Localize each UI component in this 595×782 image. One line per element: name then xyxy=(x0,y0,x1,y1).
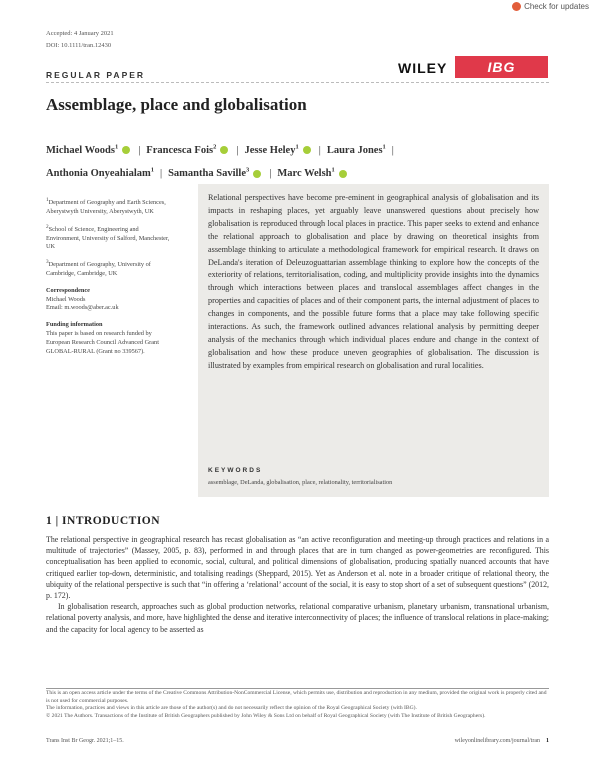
footnote-divider xyxy=(46,688,549,689)
author-name[interactable]: Anthonia Onyeahialam$^1$ xyxy=(46,166,154,179)
orcid-icon[interactable] xyxy=(253,170,261,178)
page-number: 1 xyxy=(546,738,549,744)
paragraph: In globalisation research, approaches such as global production networks, relational comparative urbanism, planetary urbanism, transnational urbanism, relational poverty analysis, and more, have highlighted the dense and iterative interconnectivity of places; the influence of translocal relations in place-making; and the capacity for local agency to be asserted as xyxy=(46,602,549,634)
doi-link[interactable]: DOI: 10.1111/tran.12430 xyxy=(46,42,112,49)
funding xyxy=(46,321,171,356)
paragraph: The relational perspective in geographical research has recast globalisation as “an active reconfiguration and meeting-up through practices and relations in a multitude of trajectories” (Massey, 2005, p. 83), performed in and through places that are in turn changed as power-geometries are reconfigured. This conceptualisation has been applied to economic, social, cultural, and political dimensions of globalisation, producing spatially nuanced accounts that have critiqued earlier top-down, deterministic, and totalising readings (Sheppard, 2015). Yet as Anderson et al. note in a broader critique of relational theory, the ubiquity of the relational perspective is such that “in offering a ‘relational’ account of the social, it is easy to stop short of a set of subsequent questions” (2012, p. 172). xyxy=(46,535,549,601)
section-heading: 1 | INTRODUCTION xyxy=(46,515,161,527)
update-icon xyxy=(512,2,521,11)
author-list xyxy=(46,137,546,184)
correspondence xyxy=(46,287,171,313)
footnotes xyxy=(46,690,549,720)
author-name[interactable]: Laura Jones$^1$ xyxy=(326,143,386,156)
ibg-logo: IBG xyxy=(455,56,548,78)
author-name[interactable]: Francesca Fois$^2$ xyxy=(146,143,217,156)
check-updates-label: Check for updates xyxy=(524,2,589,11)
author-line-1: Michael Woods$^1$ | Francesca Fois$^2$ | Jesse Heley$^1$ | Laura Jones$^1$ | xyxy=(46,143,394,156)
page-footer xyxy=(46,738,549,744)
article-title: Assemblage, place and globalisation xyxy=(46,95,307,114)
author-line-2: Anthonia Onyeahialam$^1$ | Samantha Saville$^3$ | Marc Welsh$^1$ xyxy=(46,161,546,185)
correspondence-name: Michael Woods xyxy=(46,295,86,303)
journal-url[interactable]: wileyonlinelibrary.com/journal/tran xyxy=(454,738,540,744)
paper-type: REGULAR PAPER xyxy=(46,70,146,80)
keywords-list: assemblage, DeLanda, globalisation, place, relationality, territorialisation xyxy=(208,479,393,486)
abstract-text: Relational perspectives have become pre-eminent in geographical analysis of globalisation and its impacts in reshaping places, yet arguably leave unanswered questions about precisely how globalisation is reproduced through local places in practice. This paper seeks to extend and enhance the relational approach to globalisation and place by drawing on theoretical insights from assemblage thinking to articulate a methodological framework for empirical research. It draws on DeLanda's iteration of Deleuzoguattarian assemblage thinking to explore how the concepts of the exteriority of relations, territorialisation, coding, and multiplicity provide insights into the dynamics through which interactions between places and translocal assemblages affect changes in the properties and capacities of places and of their component parts, the internal adjustment of places to changes in components, and the possible future forms that a place may take following specific interactions. As such, the framework outlined advances relational analysis by permitting deeper analysis of the mechanics through which individual places endure and change in the context of globalisation and how these produce uneven geographies of globalisation. The discussion is illustrated by examples from empirical research on globalisation and rural localities. xyxy=(208,193,539,370)
orcid-icon[interactable] xyxy=(220,146,228,154)
wiley-logo: WILEY xyxy=(398,60,448,76)
correspondence-email[interactable]: Email: m.woods@aber.ac.uk xyxy=(46,304,119,312)
body-text xyxy=(46,534,549,635)
footnote: The information, practices and views in this article are those of the author(s) and do not necessarily reflect the opinion of the Royal Geographical Society (with IBG). xyxy=(46,705,417,712)
author-name[interactable]: Michael Woods$^1$ xyxy=(46,143,119,156)
footnote: This is an open access article under the terms of the Creative Commons Attribution-NonCommercial License, which permits use, distribution and reproduction in any medium, provided the original work is properly cited and is not used for commercial purposes. xyxy=(46,690,547,704)
divider xyxy=(46,82,549,83)
journal-citation: Trans Inst Br Geogr. 2021;1–15. xyxy=(46,738,124,744)
author-name[interactable]: Jesse Heley$^1$ xyxy=(244,143,299,156)
check-for-updates-button[interactable] xyxy=(512,2,589,11)
orcid-icon[interactable] xyxy=(122,146,130,154)
funding-text: This paper is based on research funded by European Research Council Advanced Grant GLOBAL-RURAL (Grant no 339567). xyxy=(46,330,159,355)
funding-heading: Funding information xyxy=(46,321,103,329)
author-name[interactable]: Marc Welsh$^1$ xyxy=(277,166,335,179)
footnote: © 2021 The Authors. Transactions of the Institute of British Geographers published by John Wiley & Sons Ltd on behalf of Royal Geographical Society (with The Institute of British Geographers). xyxy=(46,712,486,719)
abstract-box xyxy=(198,184,549,497)
keywords-heading: KEYWORDS xyxy=(208,467,263,474)
correspondence-heading: Correspondence xyxy=(46,286,90,294)
accepted-date: Accepted: 4 January 2021 xyxy=(46,30,114,37)
sidebar-info xyxy=(46,196,171,362)
orcid-icon[interactable] xyxy=(339,170,347,178)
affiliation: $^3$Department of Geography, University of Cambridge, Cambridge, UK xyxy=(46,259,151,278)
affiliation: $^2$School of Science, Engineering and Environment, University of Salford, Manchester, UK xyxy=(46,223,170,251)
orcid-icon[interactable] xyxy=(303,146,311,154)
author-name[interactable]: Samantha Saville$^3$ xyxy=(168,166,250,179)
affiliation: $^1$Department of Geography and Earth Sciences, Aberystwyth University, Aberystwyth, UK xyxy=(46,197,166,215)
